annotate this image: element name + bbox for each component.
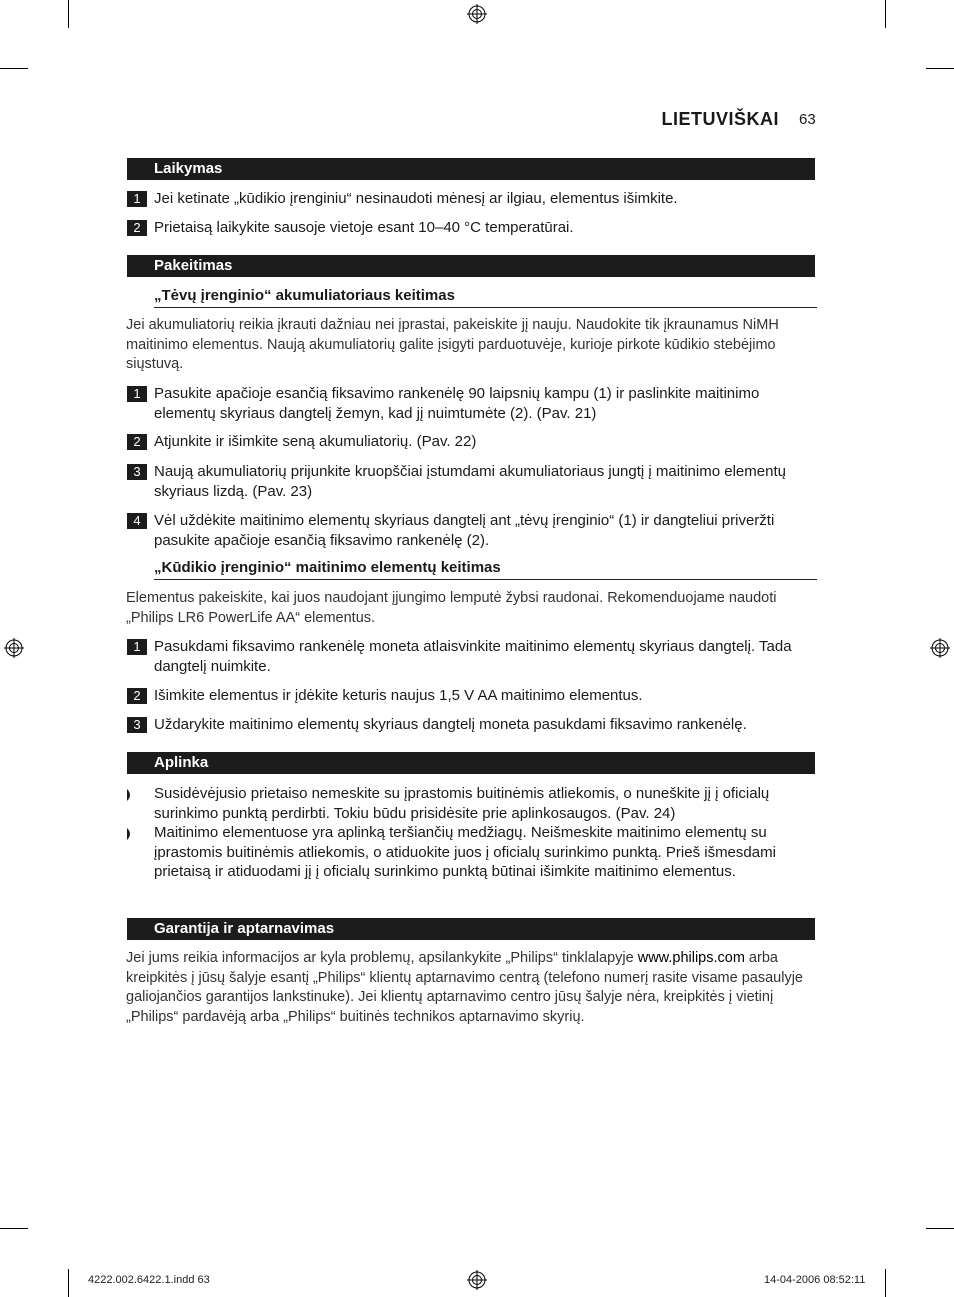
step-text: Vėl uždėkite maitinimo elementų skyriaus dangtelį ant „tėvų įrenginio“ (1) ir dangteliui priveržti pasukite apačioje esančią fiksavimo rankenėlę (2). bbox=[154, 512, 775, 549]
paragraph: Jei akumuliatorių reikia įkrauti dažniau nei įprastai, pakeiskite jį nauju. Naudokite tik įkraunamus NiMH maitinimo elementus. Naują akumuliatorių galite įsigyti parduotuvėje, kurioje pirkote kūdikio stebėjimo siųstuvą. bbox=[126, 317, 779, 372]
footer-timestamp: 14-04-2006 08:52:11 bbox=[764, 1274, 866, 1286]
step-text: Uždarykite maitinimo elementų skyriaus dangtelį moneta pasukdami fiksavimo rankenėlę. bbox=[154, 716, 747, 733]
registration-mark-icon bbox=[930, 638, 950, 658]
section-title-laikymas: Laikymas bbox=[127, 158, 815, 180]
section-title-garantija: Garantija ir aptarnavimas bbox=[127, 918, 815, 940]
step-number: 1 bbox=[127, 191, 147, 207]
step-text: Naują akumuliatorių prijunkite kruopščiai įstumdami akumuliatoriaus jungtį į maitinimo elementų skyriaus lizdą. (Pav. 23) bbox=[154, 463, 786, 500]
step-number: 4 bbox=[127, 513, 147, 529]
registration-mark-icon bbox=[4, 638, 24, 658]
step-number: 2 bbox=[127, 220, 147, 236]
step-text: Atjunkite ir išimkite seną akumuliatorių. (Pav. 22) bbox=[154, 433, 477, 450]
bullet-icon bbox=[127, 828, 133, 840]
crop-mark bbox=[0, 68, 28, 69]
page-number: 63 bbox=[799, 111, 816, 128]
crop-mark bbox=[68, 1269, 69, 1297]
step-number: 2 bbox=[127, 688, 147, 704]
paragraph: Elementus pakeiskite, kai juos naudojant įjungimo lemputė žybsi raudonai. Rekomenduojame naudoti „Philips LR6 PowerLife AA“ elementus. bbox=[126, 590, 777, 626]
crop-mark bbox=[68, 0, 69, 28]
step-number: 3 bbox=[127, 717, 147, 733]
step-text: Pasukdami fiksavimo rankenėlę moneta atlaisvinkite maitinimo elementų skyriaus dangtelį. Tada dangtelį nuimkite. bbox=[154, 638, 792, 675]
website-link[interactable]: www.philips.com bbox=[637, 950, 745, 966]
registration-mark-icon bbox=[467, 1270, 487, 1290]
subsection-title: „Kūdikio įrenginio“ maitinimo elementų keitimas bbox=[154, 559, 817, 580]
bullet-text: Susidėvėjusio prietaiso nemeskite su įprastomis buitinėmis atliekomis, o nuneškite jį į oficialų surinkimo punktą perdirbti. Tokiu būdu prisidėsite prie aplinkosaugos. (Pav. 24) bbox=[154, 785, 770, 822]
crop-mark bbox=[885, 1269, 886, 1297]
crop-mark bbox=[926, 68, 954, 69]
bullet-icon bbox=[127, 789, 133, 801]
step-text: Prietaisą laikykite sausoje vietoje esant 10–40 °C temperatūrai. bbox=[154, 219, 574, 236]
step-text: Jei ketinate „kūdikio įrenginiu“ nesinaudoti mėnesį ar ilgiau, elementus išimkite. bbox=[154, 190, 678, 207]
step-number: 3 bbox=[127, 464, 147, 480]
language-heading: LIETUVIŠKAI bbox=[661, 109, 779, 129]
step-number: 2 bbox=[127, 434, 147, 450]
paragraph bbox=[126, 949, 818, 1027]
bullet-text: Maitinimo elementuose yra aplinką teršiančių medžiagų. Neišmeskite maitinimo elementų su įprastomis buitinėmis atliekomis, o atiduokite juos į oficialų surinkimo punktą. Prieš išmesdami prietaisą ir atiduodami jį į oficialų surinkimo punktą būtinai išimkite maitinimo elementus. bbox=[154, 824, 776, 880]
subsection-title: „Tėvų įrenginio“ akumuliatoriaus keitimas bbox=[154, 287, 817, 308]
section-title-aplinka: Aplinka bbox=[127, 752, 815, 774]
step-number: 1 bbox=[127, 386, 147, 402]
footer-file-name: 4222.002.6422.1.indd 63 bbox=[88, 1274, 210, 1286]
step-text: Išimkite elementus ir įdėkite keturis naujus 1,5 V AA maitinimo elementus. bbox=[154, 687, 643, 704]
step-text: Pasukite apačioje esančią fiksavimo rankenėlę 90 laipsnių kampu (1) ir paslinkite maitinimo elementų skyriaus dangtelį žemyn, kad jį nuimtumėte (2). (Pav. 21) bbox=[154, 385, 760, 422]
section-title-pakeitimas: Pakeitimas bbox=[127, 255, 815, 277]
paragraph-text: Jei jums reikia informacijos ar kyla problemų, apsilankykite „Philips“ tinklalapyje bbox=[126, 950, 638, 966]
crop-mark bbox=[0, 1228, 28, 1229]
registration-mark-icon bbox=[467, 4, 487, 24]
crop-mark bbox=[926, 1228, 954, 1229]
crop-mark bbox=[885, 0, 886, 28]
paragraph-text: arba kreipkitės į jūsų šalyje esantį „Philips“ klientų aptarnavimo centrą (telefono numerį rasite visame pasaulyje galiojančios garantijos lankstinuke). Jei klientų aptarnavimo centro jūsų šalyje nėra, kreipkitės į vietinį „Philips“ pardavėją arba „Philips“ buitinės technikos aptarnavimo skyrių. bbox=[126, 950, 803, 1025]
step-number: 1 bbox=[127, 639, 147, 655]
